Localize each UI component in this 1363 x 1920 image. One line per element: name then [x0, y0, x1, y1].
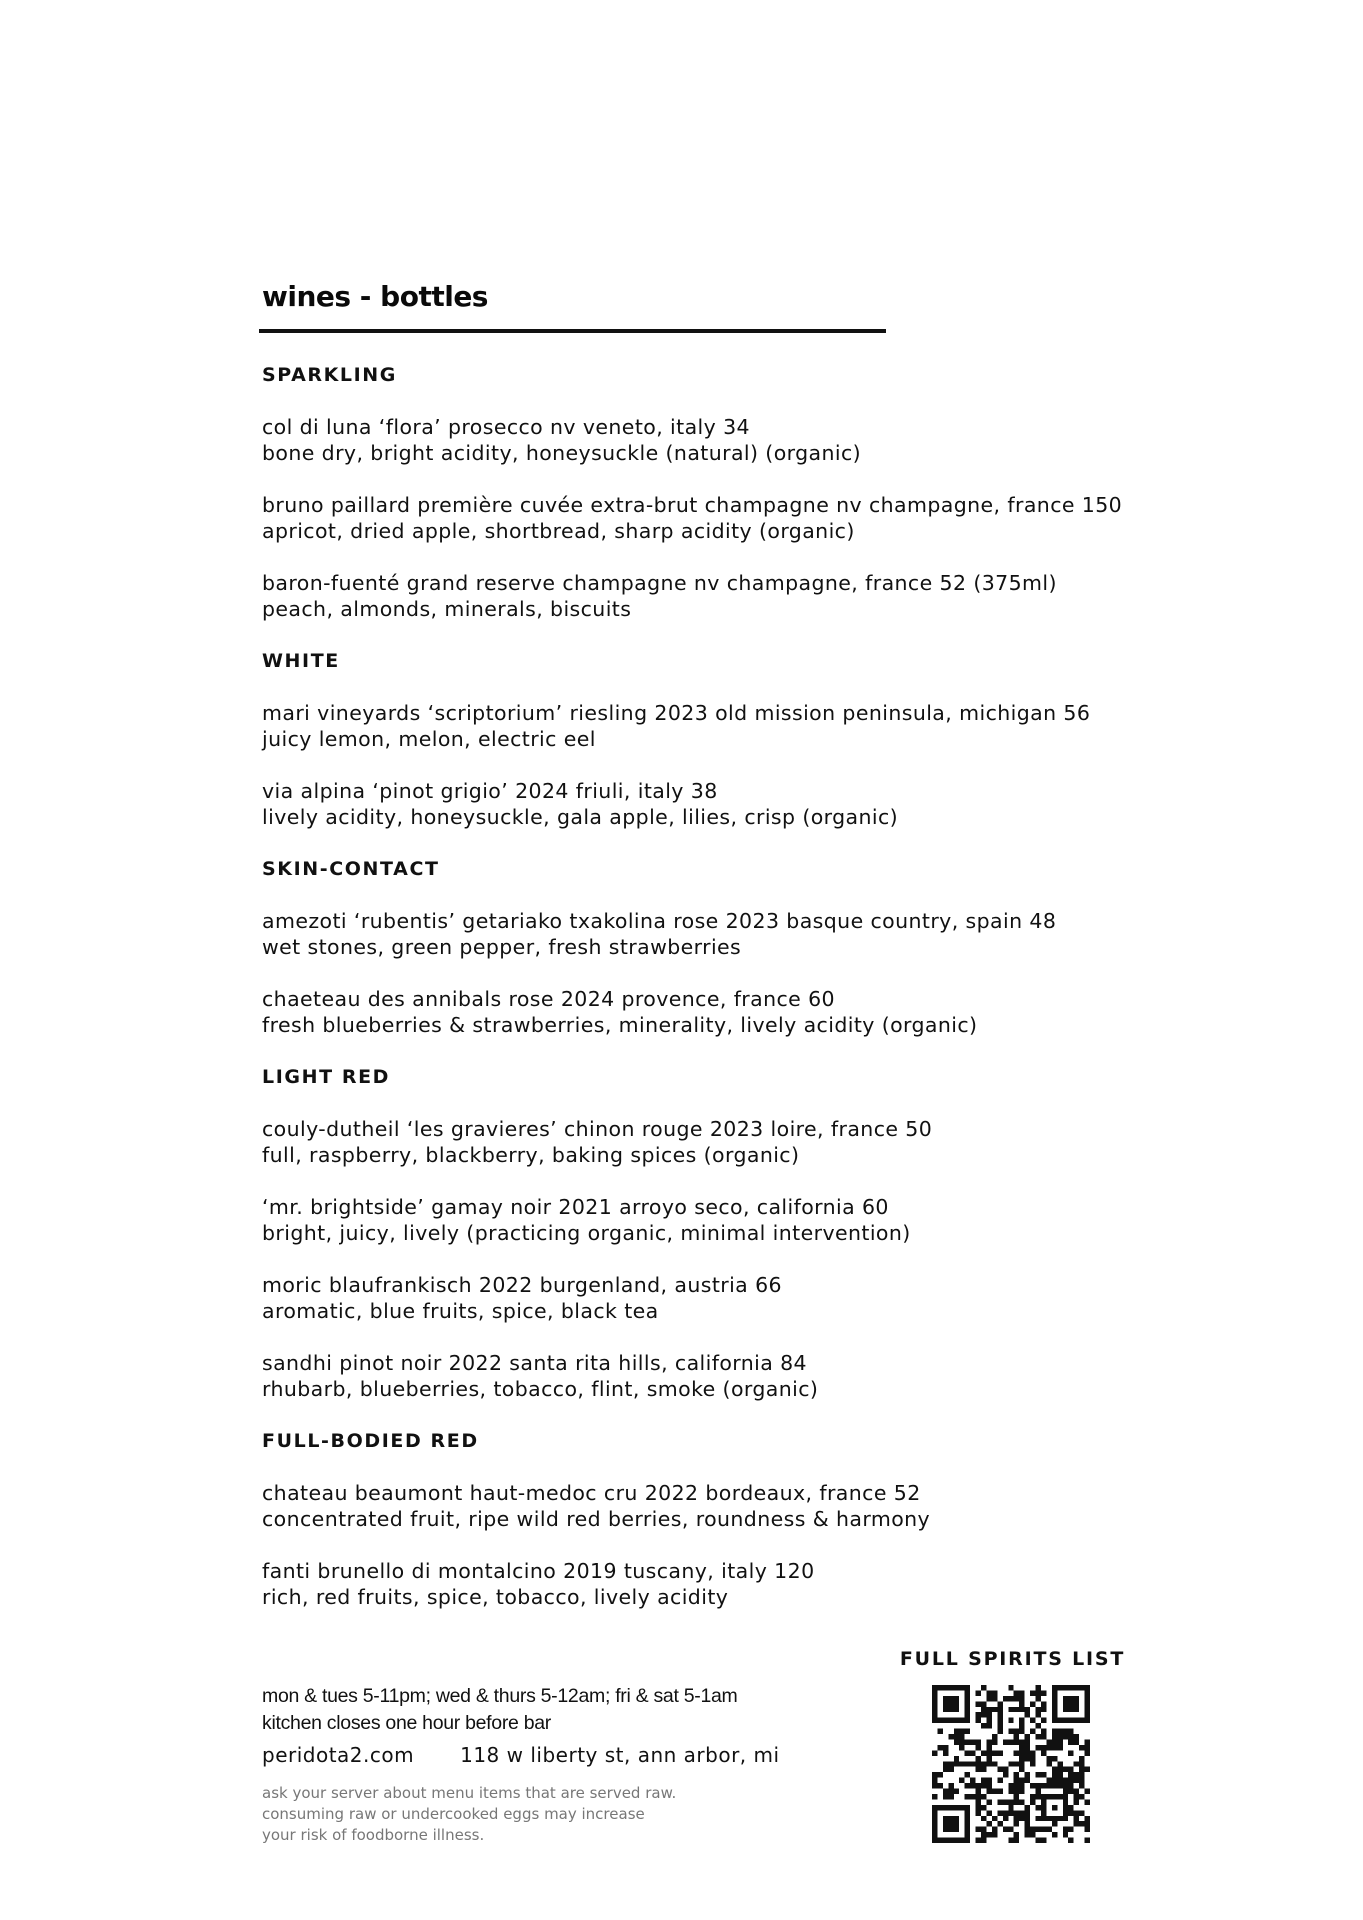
wine-tasting-notes: lively acidity, honeysuckle, gala apple, lilies, crisp (organic) — [262, 805, 899, 829]
wine-tasting-notes: full, raspberry, blackberry, baking spices (organic) — [262, 1143, 800, 1167]
address: 118 w liberty st, ann arbor, mi — [460, 1743, 780, 1767]
wine-item — [262, 570, 1262, 622]
section-heading: FULL-BODIED RED — [262, 1430, 479, 1452]
disclaimer-line: ask your server about menu items that are served raw. — [262, 1784, 677, 1802]
wine-list — [262, 362, 1262, 1636]
wine-name: baron-fuenté grand reserve champagne nv champagne, france 52 (375ml) — [262, 571, 1057, 595]
wine-tasting-notes: rhubarb, blueberries, tobacco, flint, smoke (organic) — [262, 1377, 819, 1401]
section-heading: WHITE — [262, 650, 340, 672]
wine-tasting-notes: peach, almonds, minerals, biscuits — [262, 597, 632, 621]
wine-tasting-notes: wet stones, green pepper, fresh strawberries — [262, 935, 742, 959]
wine-item — [262, 700, 1262, 752]
wine-item — [262, 908, 1262, 960]
wine-tasting-notes: aromatic, blue fruits, spice, black tea — [262, 1299, 659, 1323]
opening-hours — [262, 1683, 737, 1737]
hours-schedule: mon & tues 5-11pm; wed & thurs 5-12am; fri & sat 5-1am — [262, 1685, 738, 1707]
wine-tasting-notes: apricot, dried apple, shortbread, sharp acidity (organic) — [262, 519, 855, 543]
wine-name: col di luna ‘flora’ prosecco nv veneto, italy 34 — [262, 415, 750, 439]
wine-item — [262, 1116, 1262, 1168]
section-heading: LIGHT RED — [262, 1066, 391, 1088]
disclaimer-line: consuming raw or undercooked eggs may increase — [262, 1805, 645, 1823]
wine-item — [262, 1272, 1262, 1324]
wine-name: couly-dutheil ‘les gravieres’ chinon rouge 2023 loire, france 50 — [262, 1117, 933, 1141]
wine-tasting-notes: rich, red fruits, spice, tobacco, lively acidity — [262, 1585, 729, 1609]
wine-item — [262, 778, 1262, 830]
page-title: wines - bottles — [262, 280, 488, 313]
wine-name: ‘mr. brightside’ gamay noir 2021 arroyo seco, california 60 — [262, 1195, 889, 1219]
wine-name: via alpina ‘pinot grigio’ 2024 friuli, italy 38 — [262, 779, 718, 803]
wine-name: amezoti ‘rubentis’ getariako txakolina rose 2023 basque country, spain 48 — [262, 909, 1057, 933]
wine-tasting-notes: juicy lemon, melon, electric eel — [262, 727, 596, 751]
wine-tasting-notes: fresh blueberries & strawberries, minerality, lively acidity (organic) — [262, 1013, 978, 1037]
wine-item — [262, 414, 1262, 466]
wine-name: mari vineyards ‘scriptorium’ riesling 2023 old mission peninsula, michigan 56 — [262, 701, 1091, 725]
wine-name: bruno paillard première cuvée extra-brut champagne nv champagne, france 150 — [262, 493, 1123, 517]
qr-code-icon[interactable] — [932, 1685, 1090, 1843]
wine-name: moric blaufrankisch 2022 burgenland, austria 66 — [262, 1273, 782, 1297]
spirits-list-heading: FULL SPIRITS LIST — [899, 1648, 1126, 1670]
section-heading: SPARKLING — [262, 364, 397, 386]
wine-item — [262, 1558, 1262, 1610]
wine-tasting-notes: bone dry, bright acidity, honeysuckle (natural) (organic) — [262, 441, 862, 465]
section-heading: SKIN-CONTACT — [262, 858, 440, 880]
kitchen-hours-note: kitchen closes one hour before bar — [262, 1712, 551, 1734]
wine-item — [262, 986, 1262, 1038]
wine-item — [262, 1350, 1262, 1402]
disclaimer-line: your risk of foodborne illness. — [262, 1826, 485, 1844]
wine-name: fanti brunello di montalcino 2019 tuscany, italy 120 — [262, 1559, 815, 1583]
wine-item — [262, 492, 1262, 544]
wine-name: chaeteau des annibals rose 2024 provence, france 60 — [262, 987, 835, 1011]
wine-item — [262, 1480, 1262, 1532]
title-divider — [259, 329, 886, 333]
wine-tasting-notes: bright, juicy, lively (practicing organic, minimal intervention) — [262, 1221, 911, 1245]
wine-tasting-notes: concentrated fruit, ripe wild red berries, roundness & harmony — [262, 1507, 931, 1531]
health-disclaimer — [262, 1783, 676, 1846]
website-link[interactable]: peridota2.com — [262, 1743, 415, 1767]
contact-info — [262, 1743, 780, 1767]
wine-name: chateau beaumont haut-medoc cru 2022 bordeaux, france 52 — [262, 1481, 921, 1505]
wine-name: sandhi pinot noir 2022 santa rita hills, california 84 — [262, 1351, 808, 1375]
wine-item — [262, 1194, 1262, 1246]
